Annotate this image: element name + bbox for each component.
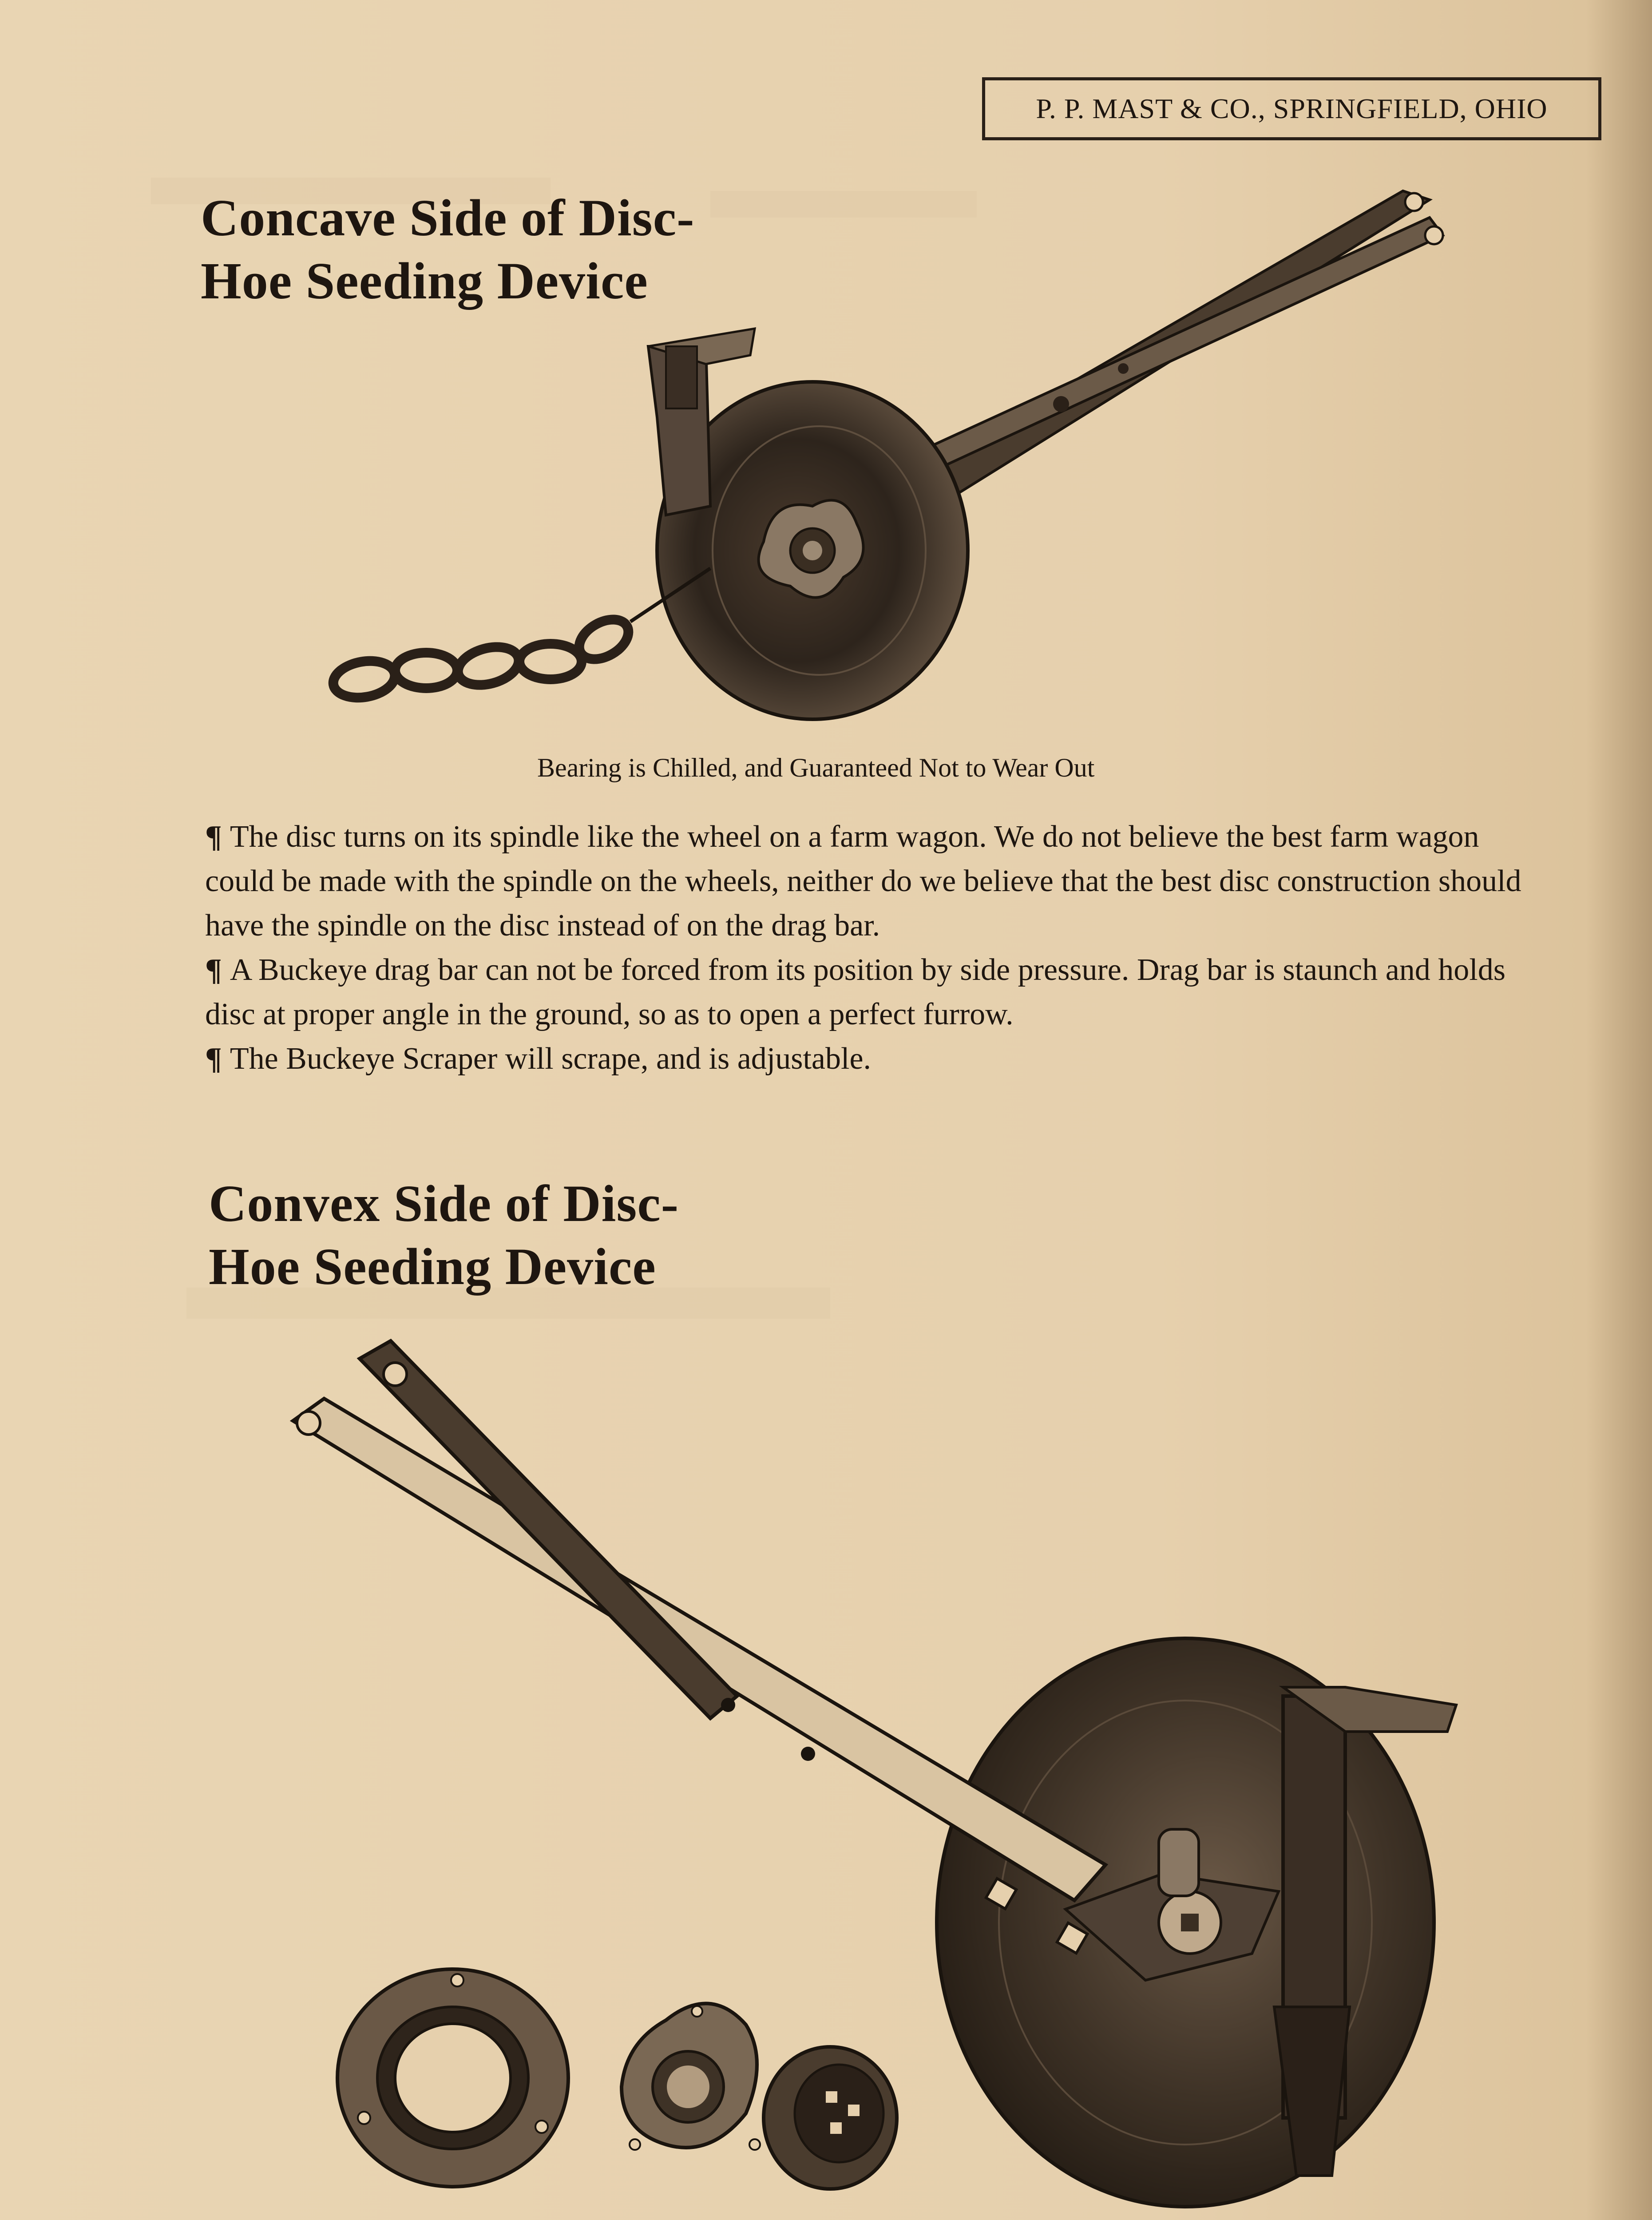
company-header [982,77,1601,140]
concave-caption: Bearing is Chilled, and Guaranteed Not to Wear Out [537,753,1095,782]
company-header-text: P. P. MAST & CO., SPRINGFIELD, OHIO [1036,93,1548,124]
paragraph-2: ¶ A Buckeye drag bar can not be forced from its position by side pressure. Drag bar is staunch and holds disc at proper angle in the ground, so as to open a perfect furrow. [205,953,1505,1031]
body-text [205,815,1537,1081]
paragraph-1: ¶ The disc turns on its spindle like the wheel on a farm wagon. We do not believe the best farm wagon could be made with the spindle on the wheels, neither do we believe that the best disc construction should have the spindle on the disc instead of on the drag bar. [205,820,1521,943]
pilcrow-icon: ¶ [205,953,222,987]
concave-disc-illustration [266,186,1465,746]
pilcrow-icon: ¶ [205,1042,222,1076]
pilcrow-icon: ¶ [205,820,222,854]
convex-disc-illustration [275,1332,1518,2220]
concave-section-title: Concave Side of Disc- Hoe Seeding Device [201,189,695,310]
paragraph-3: ¶ The Buckeye Scraper will scrape, and is adjustable. [205,1042,872,1076]
convex-section-title: Convex Side of Disc- Hoe Seeding Device [209,1174,679,1296]
